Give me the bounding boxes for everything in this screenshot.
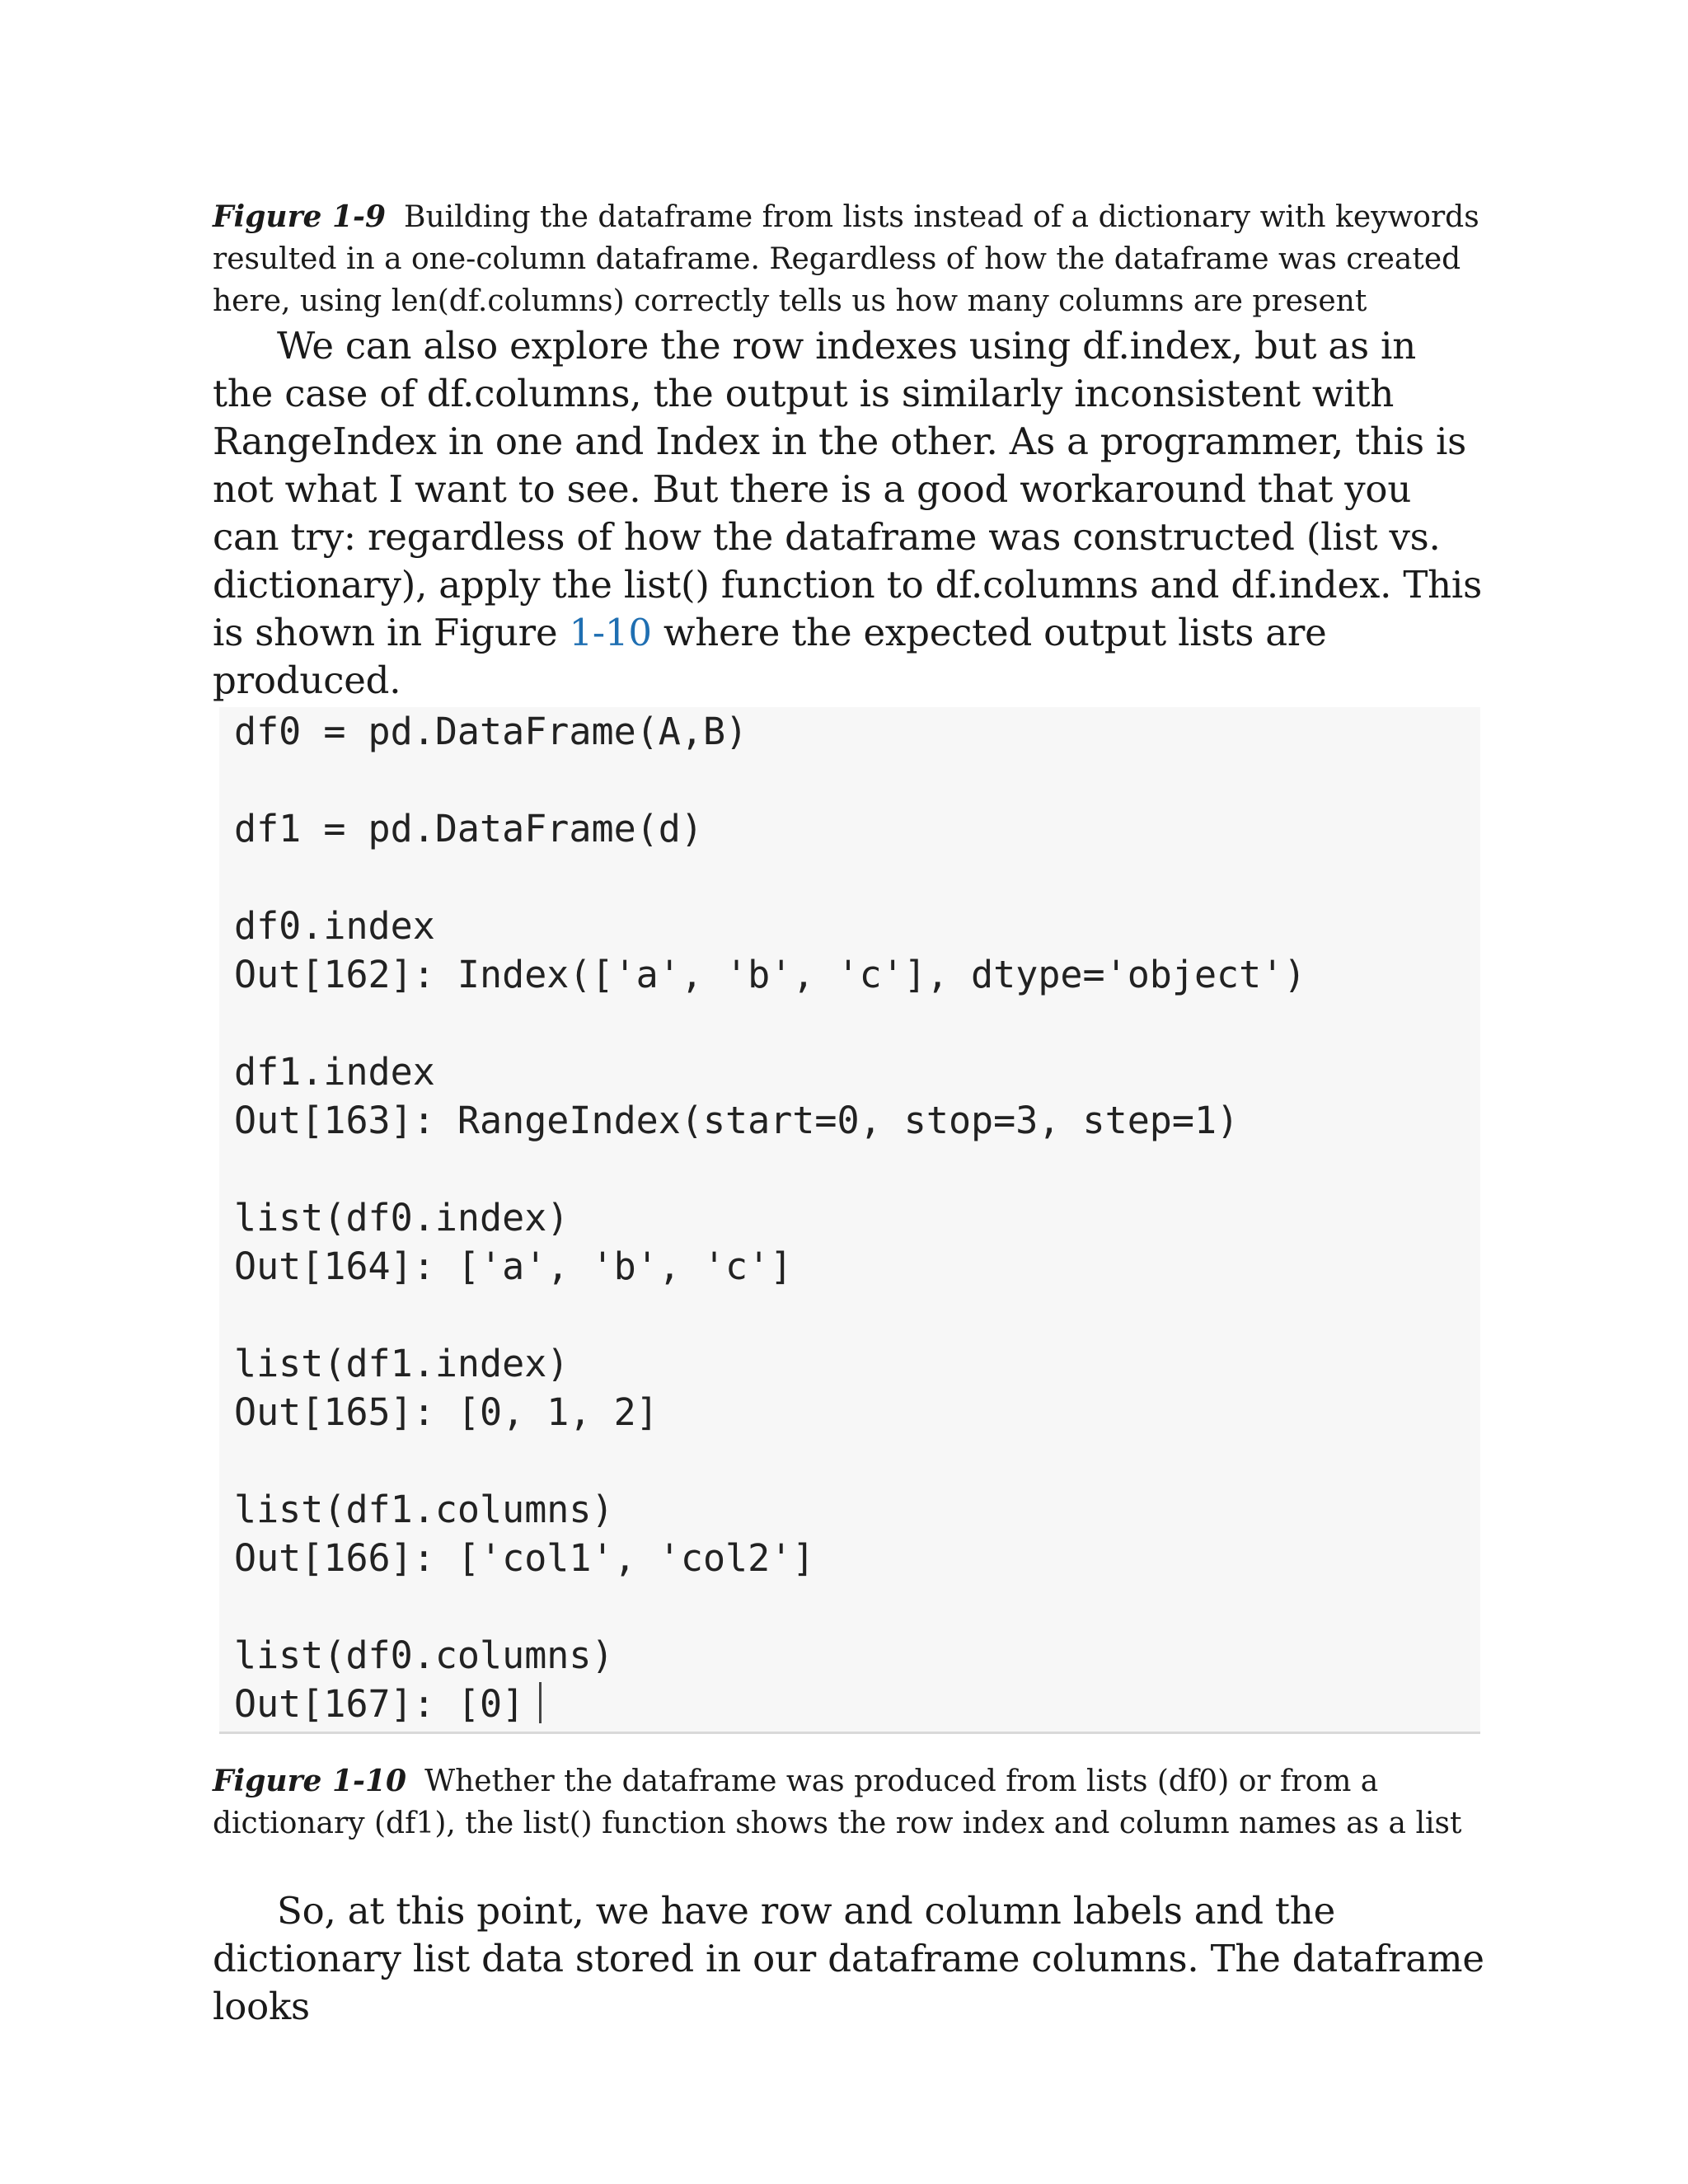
code-line: list(df1.columns) <box>234 1488 614 1531</box>
code-line-blank <box>234 1436 1480 1485</box>
code-output-line: Out[162]: Index(['a', 'b', 'c'], dtype='object') <box>234 953 1306 996</box>
code-output-line: Out[165]: [0, 1, 2] <box>234 1390 659 1434</box>
code-output-line: Out[164]: ['a', 'b', 'c'] <box>234 1244 793 1288</box>
code-line: list(df0.columns) <box>234 1633 614 1677</box>
code-line-blank <box>234 756 1480 804</box>
code-line: list(df0.index) <box>234 1196 570 1240</box>
figure-1-10-caption-block <box>213 1760 1498 1844</box>
figure-1-9-caption-text: Building the dataframe from lists instead of a dictionary with keywords resulted in a one-column dataframe. Regardless of how the dataframe was created here, using len(df.columns) correctly tells us how many columns are present <box>213 200 1479 318</box>
paragraph-1-text-after: where the expected output lists are produced. <box>213 611 1327 702</box>
code-line: df0 = pd.DataFrame(A,B) <box>234 710 748 753</box>
code-line: df1.index <box>234 1050 435 1094</box>
closing-paragraph-block <box>213 1887 1498 2031</box>
code-line: df1 = pd.DataFrame(d) <box>234 807 703 851</box>
code-line-blank <box>234 1582 1480 1631</box>
code-output-line: Out[163]: RangeIndex(start=0, stop=3, step=1) <box>234 1099 1240 1142</box>
text-cursor <box>539 1682 542 1723</box>
figure-1-10-link[interactable]: 1-10 <box>569 611 652 654</box>
paragraph-row-indexes <box>213 322 1482 705</box>
code-line: df0.index <box>234 904 435 948</box>
code-line-blank <box>234 1145 1480 1193</box>
paragraph-2-text: So, at this point, we have row and column labels and the dictionary list data stored in our dataframe columns. The dataframe looks <box>213 1889 1484 2028</box>
page-content <box>213 196 1482 705</box>
code-line: list(df1.index) <box>234 1342 570 1385</box>
figure-1-9-label: Figure 1-9 <box>213 199 387 234</box>
code-output-line: Out[166]: ['col1', 'col2'] <box>234 1536 815 1580</box>
code-line-blank <box>234 853 1480 902</box>
figure-1-10-label: Figure 1-10 <box>213 1764 407 1798</box>
code-line-blank <box>234 999 1480 1047</box>
code-output-line-last <box>234 1680 1480 1728</box>
code-screenshot-figure <box>219 707 1480 1734</box>
figure-1-9-caption <box>213 196 1482 322</box>
code-output-last-text: Out[167]: [0] <box>234 1682 525 1726</box>
paragraph-dataframe-labels <box>213 1887 1498 2031</box>
code-line-blank <box>234 1291 1480 1339</box>
code-block <box>234 707 1480 1728</box>
paragraph-1-text-before: We can also explore the row indexes using df.index, but as in the case of df.columns, the output is similarly inconsistent with RangeIndex in one and Index in the other. As a programmer, this is not what I want to see. But there is a good workaround that you can try: regardless of how the dataframe was constructed (list vs. dictionary), apply the list() function to df.columns and df.index. This is shown in Figure <box>213 324 1483 654</box>
figure-1-10-caption-text: Whether the dataframe was produced from lists (df0) or from a dictionary (df1), the list() function shows the row index and column names as a list <box>213 1765 1462 1840</box>
figure-1-10-caption <box>213 1760 1498 1844</box>
